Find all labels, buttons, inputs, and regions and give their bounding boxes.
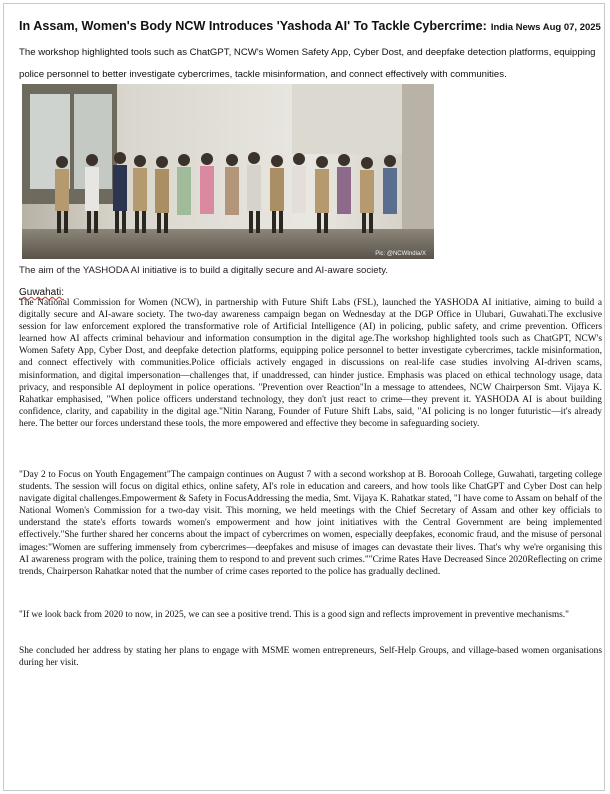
article-photo <box>22 84 434 259</box>
photo-caption: The aim of the YASHODA AI initiative is to build a digitally secure and AI-aware society. <box>19 265 389 276</box>
body-paragraph-4: She concluded her address by stating her plans to engage with MSME women entrepreneurs, Self-Help Groups, and village-based women organisations during her visit. <box>19 646 602 669</box>
body-paragraph-3: "If we look back from 2020 to now, in 2025, we can see a positive trend. This is a good sign and reflects improvement in preventive mechanisms." <box>19 610 569 620</box>
article-headline <box>19 19 599 33</box>
body-paragraph-1: The National Commission for Women (NCW), in partnership with Future Shift Labs (FSL), launched the YASHODA AI initiative, aiming to build a digitally secure and AI-aware society. The two-day awareness campaign began on Wednesday at the DGP Office in Ulubari, Guwahati.The exclusive session for law enforcement explored the transformative role of Artificial Intelligence (AI) in policing, public safety, and crime prevention. Officers learned how AI affects criminal behaviour and information consumption in the digital age.The workshop highlighted tools such as ChatGPT, NCW's Women Safety App, Cyber Dost, and deepfake detection platforms, equipping police personnel to better investigate cybercrimes, tackle misinformation, and connect effectively with communities.Police officials actively engaged in discussions on real-life case studies involving AI-driven scams, misinformation, and digital impersonation—challenges that, if unaddressed, can hinder justice. Emphasis was placed on ethical technology usage, data privacy, and responsible AI deployment in police operations. "Prevention over Reaction"In a message to attendees, NCW Chairperson Smt. Vijaya K. Rahatkar emphasised, "When police officers understand technology, they don't just react to crime—they prevent it. YASHODA AI is about building confidence, clarity, and capability in the digital age."Nitin Narang, Founder of Future Shift Labs, said, "AI policing is no longer futuristic—it's already here. The better our forces understand these tools, the more empowered and effective they become in safeguarding society. <box>19 298 602 429</box>
article-lede: The workshop highlighted tools such as ChatGPT, NCW's Women Safety App, Cyber Dost, and deepfake detection platforms, equipping police personnel to better investigate cybercrimes, tackle misinformation, and connect effectively with communities. <box>19 47 596 80</box>
headline-title: In Assam, Women's Body NCW Introduces 'Yashoda AI' To Tackle Cybercrime: <box>19 19 487 33</box>
dateline: Guwahati: <box>19 287 65 298</box>
body-paragraph-2: "Day 2 to Focus on Youth Engagement"The campaign continues on August 7 with a second workshop at B. Borooah College, Guwahati, targeting college students. The session will focus on digital ethics, online safety, AI's role in education and careers, and how tools like ChatGPT and Cyber Dost can help navigate digital challenges.Empowerment & Safety in FocusAddressing the media, Smt. Vijaya K. Rahatkar stated, "I have come to Assam on behalf of the National Women's Commission for a two-day visit. This morning, we held meetings with the Chief Secretary of Assam and other key officials to understand the state's efforts towards women's empowerment and how joint initiatives with the Central Government are being implemented effectively."She further shared her concerns about the impact of cybercrimes on women, especially deepfakes, economic fraud, and the misuse of personal images:"Women are suffering immensely from cybercrimes—deepfakes and misuse of images can devastate their lives. That's why we're organising this AI awareness program with the police, training them to respond to and prevent such crimes.""Crime Rates Have Decreased Since 2020Reflecting on crime trends, Chairperson Rahatkar noted that the number of crime cases reported to the police has gradually declined. <box>19 470 602 577</box>
headline-meta: India News Aug 07, 2025 <box>490 22 601 33</box>
photo-credit: Pic: @NCWIndia/X <box>375 251 426 257</box>
